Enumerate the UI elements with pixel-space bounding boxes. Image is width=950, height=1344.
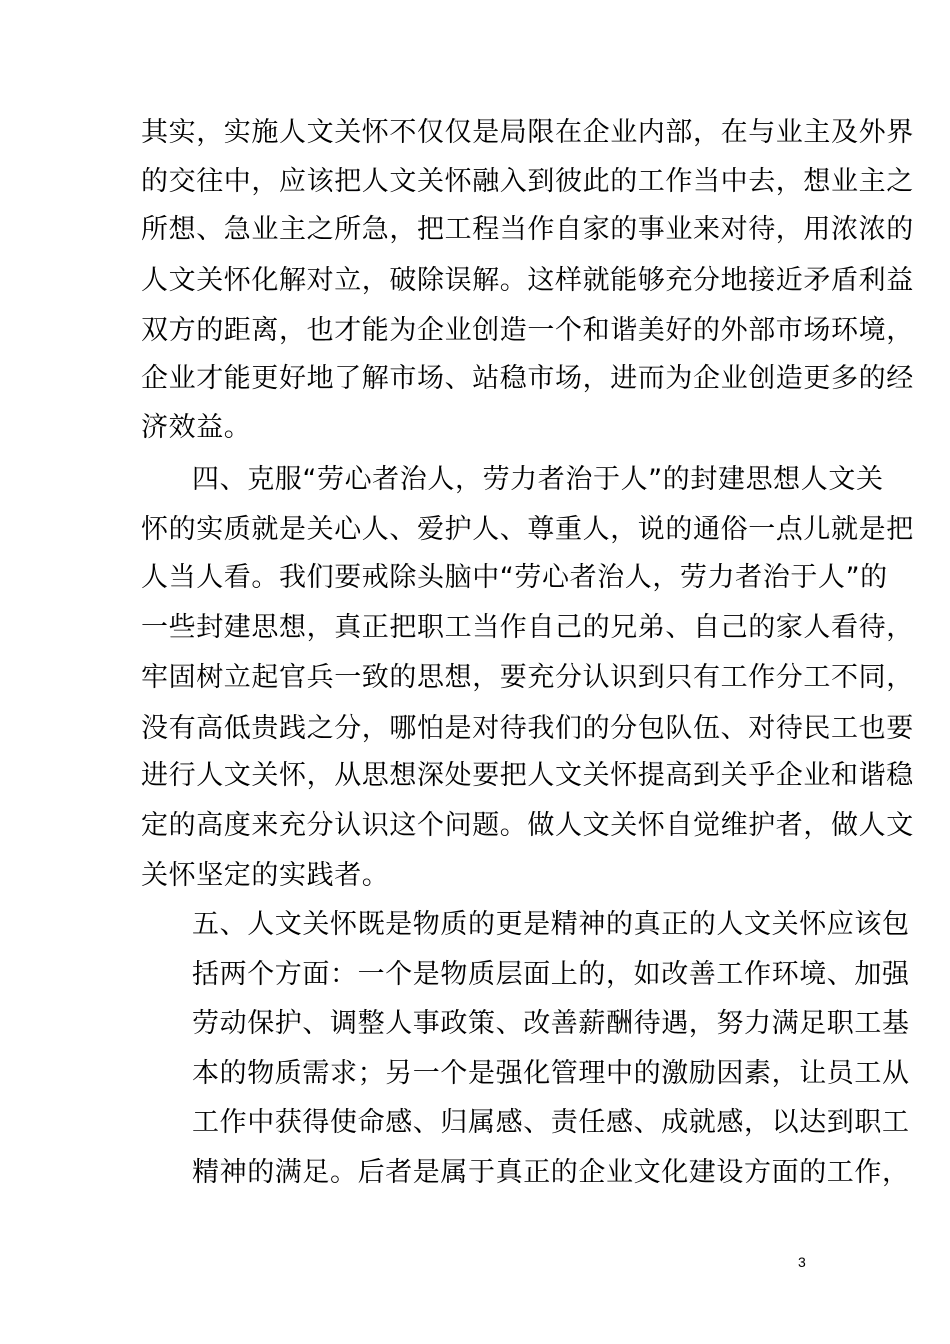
text-line: 所想、急业主之所急，把工程当作自家的事业来对待，用浓浓的 (141, 214, 914, 245)
text-line: 济效益。 (141, 412, 252, 443)
section-heading-line: 五、人文关怀既是物质的更是精神的真正的人文关怀应该包 (192, 909, 910, 940)
text-line: 其实，实施人文关怀不仅仅是局限在企业内部，在与业主及外界 (141, 117, 914, 148)
text-line: 关怀坚定的实践者。 (141, 860, 390, 891)
text-line: 人文关怀化解对立，破除误解。这样就能够充分地接近矛盾利益 (141, 265, 914, 296)
text-line: 怀的实质就是关心人、爱护人、尊重人，说的通俗一点儿就是把 (141, 514, 914, 545)
text-line: 的交往中，应该把人文关怀融入到彼此的工作当中去，想业主之 (141, 166, 914, 197)
text-line: 人当人看。我们要戒除头脑中“劳心者治人，劳力者治于人”的 (141, 562, 888, 593)
text-line: 括两个方面：一个是物质层面上的，如改善工作环境、加强 (192, 959, 910, 990)
section-heading-line: 四、克服“劳心者治人，劳力者治于人”的封建思想人文关 (192, 464, 884, 495)
text-line: 工作中获得使命感、归属感、责任感、成就感，以达到职工 (192, 1107, 910, 1138)
text-line: 牢固树立起官兵一致的思想，要充分认识到只有工作分工不同， (141, 662, 914, 693)
text-line: 一些封建思想，真正把职工当作自己的兄弟、自己的家人看待， (141, 612, 914, 643)
text-line: 进行人文关怀，从思想深处要把人文关怀提高到关乎企业和谐稳 (141, 760, 914, 791)
text-line: 精神的满足。后者是属于真正的企业文化建设方面的工作， (192, 1157, 910, 1188)
page-number: 3 (798, 1254, 806, 1270)
text-line: 本的物质需求；另一个是强化管理中的激励因素，让员工从 (192, 1058, 910, 1089)
text-line: 劳动保护、调整人事政策、改善薪酬待遇，努力满足职工基 (192, 1008, 910, 1039)
text-line: 定的高度来充分认识这个问题。做人文关怀自觉维护者，做人文 (141, 810, 914, 841)
text-line: 企业才能更好地了解市场、站稳市场，进而为企业创造更多的经 (141, 363, 914, 394)
text-line: 双方的距离，也才能为企业创造一个和谐美好的外部市场环境， (141, 315, 914, 346)
text-line: 没有高低贵践之分，哪怕是对待我们的分包队伍、对待民工也要 (141, 713, 914, 744)
